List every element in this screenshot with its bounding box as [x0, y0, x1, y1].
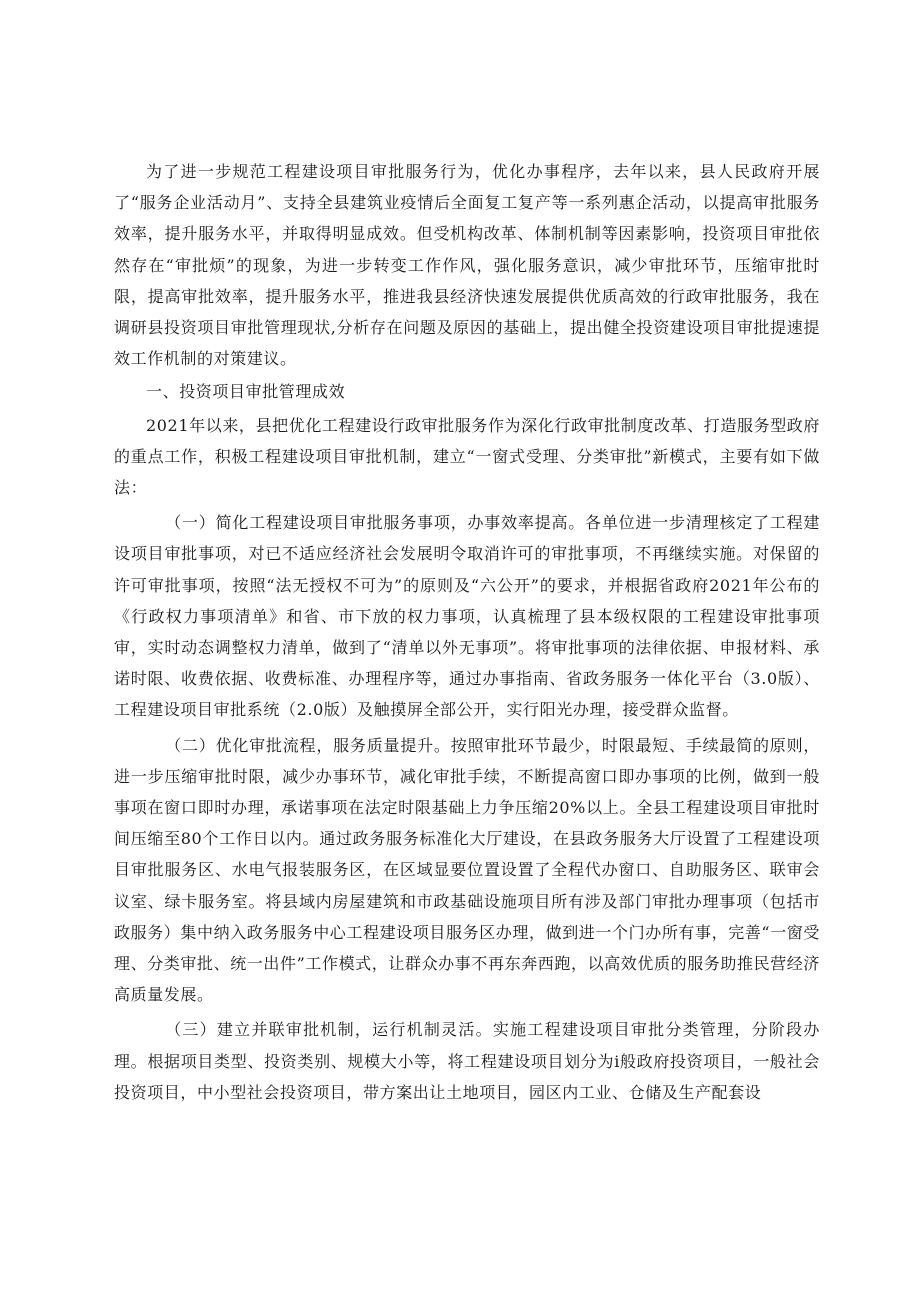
body-paragraph: （一）简化工程建设项目审批服务事项，办事效率提高。各单位进一步清理核定了工程建设项目审批事项，对已不适应经济社会发展明令取消许可的审批事项，不再继续实施。对保留的许可审批事项，按照“法无授权不可为”的原则及“六公开”的要求，并根据省政府2021年公布的《行政权力事项清单》和省、市下放的权力事项，认真梳理了县本级权限的工程建设审批事项审，实时动态调整权力清单，做到了“清单以外无事项”。将审批事项的法律依据、申报材料、承诺时限、收费依据、收费标准、办理程序等，通过办事指南、省政务服务一体化平台（3.0版）、工程建设项目审批系统（2.0版）及触摸屏全部公开，实行阳光办理，接受群众监督。 — [114, 513, 820, 720]
document-body — [114, 156, 820, 1108]
body-paragraph: （三）建立并联审批机制，运行机制灵活。实施工程建设项目审批分类管理，分阶段办理。根据项目类型、投资类别、规模大小等，将工程建设项目划分为i般政府投资项目，一般社会投资项目，中小型社会投资项目，带方案出让土地项目，园区内工业、仓储及生产配套设 — [114, 1020, 820, 1102]
body-paragraph: 2021年以来，县把优化工程建设行政审批服务作为深化行政审批制度改革、打造服务型政府的重点工作，积极工程建设项目审批机制，建立“一窗式受理、分类审批”新模式，主要有如下做法： — [114, 415, 820, 498]
section-heading: 一、投资项目审批管理成效 — [146, 382, 346, 402]
body-paragraph: （二）优化审批流程，服务质量提升。按照审批环节最少，时限最短、手续最简的原则，进一步压缩审批时限，减少办事环节，减化审批手续，不断提高窗口即办事项的比例，做到一般事项在窗口即时办理，承诺事项在法定时限基础上力争压缩20%以上。全县工程建设项目审批时间压缩至80个工作日以内。通过政务服务标准化大厅建设，在县政务服务大厅设置了工程建设项目审批服务区、水电气报装服务区，在区域显要位置设置了全程代办窗口、自助服务区、联审会议室、绿卡服务室。将县域内房屋建筑和市政基础设施项目所有涉及部门审批办理事项（包括市政服务）集中纳入政务服务中心工程建设项目服务区办理，做到进一个门办所有事，完善“一窗受理、分类审批、统一出件”工作模式，让群众办事不再东奔西跑，以高效优质的服务助推民营经济高质量发展。 — [114, 735, 820, 1005]
intro-paragraph: 为了进一步规范工程建设项目审批服务行为，优化办事程序，去年以来，县人民政府开展了“服务企业活动月”、支持全县建筑业疫情后全面复工复产等一系列惠企活动，以提高审批服务效率，提升服务水平，并取得明显成效。但受机构改革、体制机制等因素影响，投资项目审批依然存在“审批烦”的现象，为进一步转变工作作风，强化服务意识，减少审批环节，压缩审批时限，提高审批效率，提升服务水平，推进我县经济快速发展提供优质高效的行政审批服务，我在调研县投资项目审批管理现状,分析存在问题及原因的基础上，提出健全投资建设项目审批提速提效工作机制的对策建议。 — [114, 162, 820, 369]
